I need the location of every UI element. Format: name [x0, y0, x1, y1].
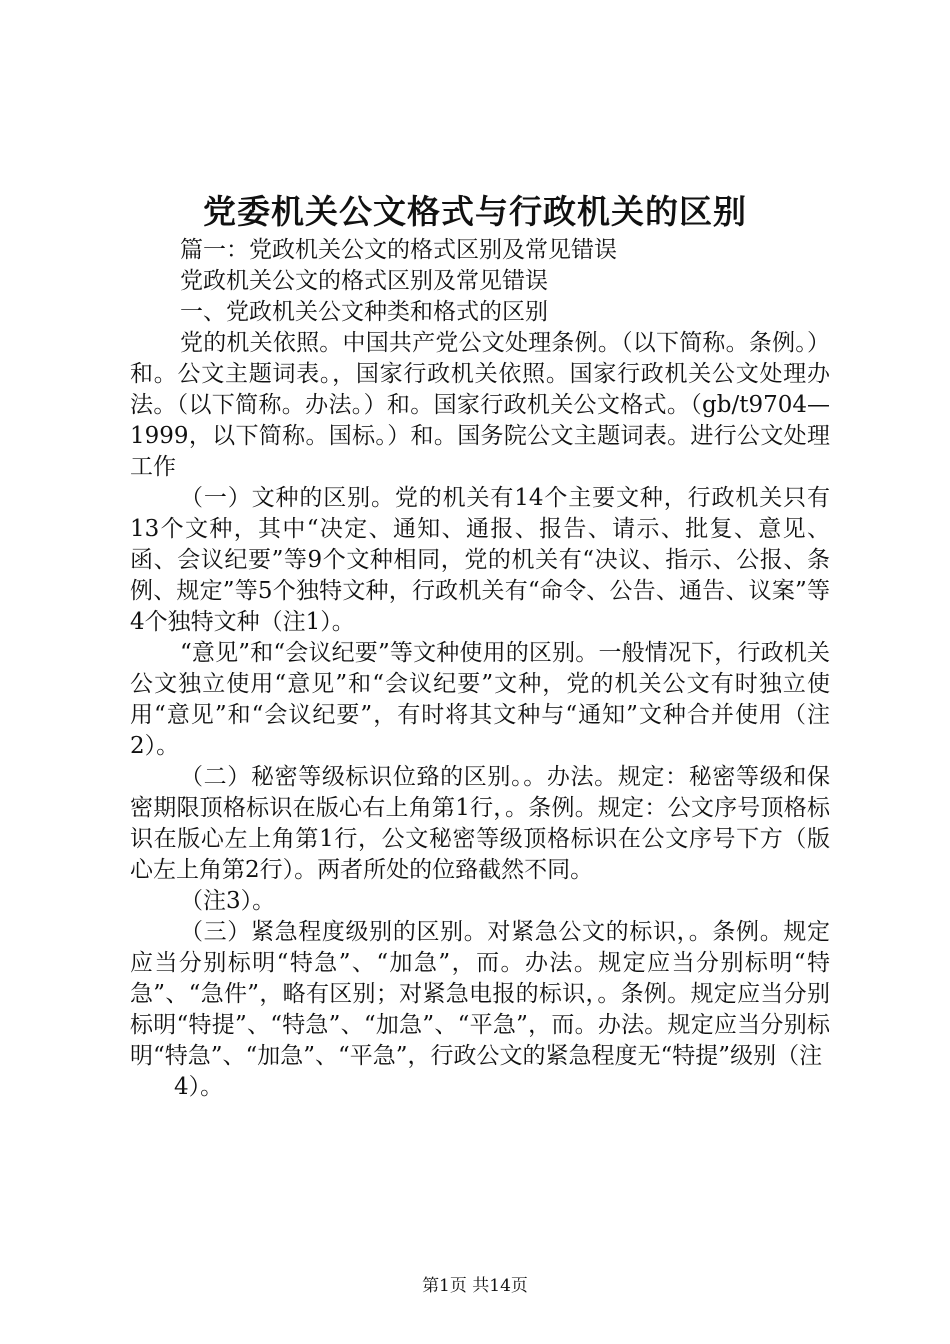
- paragraph-urgency-level: （三）紧急程度级别的区别。对紧急公文的标识，。条例。规定应当分别标明“特急”、“加急”，而。办法。规定应当分别标明“特急”、“急件”，略有区别；对紧急电报的标识，。条例。规定应当分别标明“特提”、“特急”、“加急”、“平急”，而。办法。规定应当分别标明“特急”、“加急”、“平急”，行政公文的紧急程度无“特提”级别（注: [130, 919, 830, 1069]
- paragraph-section-heading: 一、党政机关公文种类和格式的区别: [180, 299, 548, 325]
- paragraph-secrecy-level: （二）秘密等级标识位臵的区别。。办法。规定：秘密等级和保密期限顶格标识在版心右上角第1行，。条例。规定：公文序号顶格标识在版心左上角第1行，公文秘密等级顶格标识在公文序号下方（版心左上角第2行）。两者所处的位臵截然不同。: [130, 764, 830, 883]
- paragraph-article-heading: 篇一：党政机关公文的格式区别及常见错误: [180, 237, 617, 263]
- document-title: 党委机关公文格式与行政机关的区别: [203, 192, 747, 231]
- paragraph-note-3: （注3）。: [180, 888, 276, 914]
- document-body: [130, 235, 830, 1103]
- paragraph-opinion-minutes: “意见”和“会议纪要”等文种使用的区别。一般情况下，行政机关公文独立使用“意见”和“会议纪要”文种，党的机关公文有时独立使用“意见”和“会议纪要”，有时将其文种与“通知”文种合并使用（注2）。: [130, 640, 830, 759]
- paragraph-subtitle: 党政机关公文的格式区别及常见错误: [180, 268, 548, 294]
- paragraph-note-4: 4）。: [174, 1074, 224, 1100]
- page-footer: 第1页 共14页: [422, 1276, 528, 1296]
- paragraph-basis: 党的机关依照。中国共产党公文处理条例。（以下简称。条例。）和。公文主题词表。，国家行政机关依照。国家行政机关公文处理办法。（以下简称。办法。）和。国家行政机关公文格式。（gb/t9704—1999，以下简称。国标。）和。国务院公文主题词表。进行公文处理工作: [130, 330, 830, 480]
- paragraph-document-types: （一）文种的区别。党的机关有14个主要文种，行政机关只有13个文种，其中“决定、通知、通报、报告、请示、批复、意见、函、会议纪要”等9个文种相同，党的机关有“决议、指示、公报、条例、规定”等5个独特文种，行政机关有“命令、公告、通告、议案”等4个独特文种（注1）。: [130, 485, 830, 635]
